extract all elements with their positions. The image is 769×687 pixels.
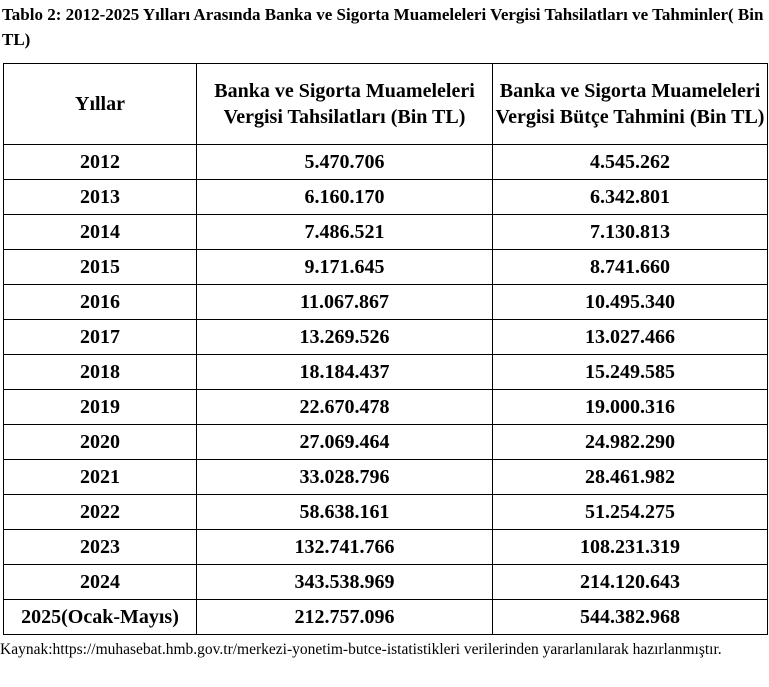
table-row — [4, 495, 768, 530]
cell-estimate: 15.249.585 — [493, 355, 768, 390]
cell-collection: 6.160.170 — [197, 180, 493, 215]
cell-estimate: 7.130.813 — [493, 215, 768, 250]
cell-collection: 212.757.096 — [197, 600, 493, 635]
header-years: Yıllar — [4, 64, 197, 145]
cell-year: 2012 — [4, 145, 197, 180]
cell-year: 2014 — [4, 215, 197, 250]
cell-estimate: 51.254.275 — [493, 495, 768, 530]
cell-collection: 7.486.521 — [197, 215, 493, 250]
cell-collection: 33.028.796 — [197, 460, 493, 495]
cell-year: 2013 — [4, 180, 197, 215]
source-note: Kaynak:https://muhasebat.hmb.gov.tr/merkezi-yonetim-butce-istatistikleri verilerinden yararlanılarak hazırlanmıştır. — [0, 641, 722, 658]
cell-collection: 5.470.706 — [197, 145, 493, 180]
cell-year: 2024 — [4, 565, 197, 600]
cell-year: 2021 — [4, 460, 197, 495]
cell-estimate: 24.982.290 — [493, 425, 768, 460]
table-row — [4, 390, 768, 425]
cell-estimate: 28.461.982 — [493, 460, 768, 495]
cell-collection: 9.171.645 — [197, 250, 493, 285]
cell-estimate: 13.027.466 — [493, 320, 768, 355]
table-row — [4, 425, 768, 460]
cell-collection: 22.670.478 — [197, 390, 493, 425]
table-row — [4, 530, 768, 565]
cell-collection: 18.184.437 — [197, 355, 493, 390]
header-collections: Banka ve Sigorta Muameleleri Vergisi Tahsilatları (Bin TL) — [197, 64, 493, 145]
table-row — [4, 600, 768, 635]
cell-year: 2018 — [4, 355, 197, 390]
cell-collection: 132.741.766 — [197, 530, 493, 565]
cell-year: 2022 — [4, 495, 197, 530]
table-row — [4, 565, 768, 600]
cell-estimate: 4.545.262 — [493, 145, 768, 180]
table-row — [4, 145, 768, 180]
cell-collection: 11.067.867 — [197, 285, 493, 320]
table-body — [4, 145, 768, 635]
cell-year: 2023 — [4, 530, 197, 565]
cell-year: 2020 — [4, 425, 197, 460]
cell-estimate: 108.231.319 — [493, 530, 768, 565]
cell-year: 2016 — [4, 285, 197, 320]
cell-estimate: 10.495.340 — [493, 285, 768, 320]
table-header-row — [4, 64, 768, 145]
table-row — [4, 320, 768, 355]
cell-estimate: 6.342.801 — [493, 180, 768, 215]
cell-estimate: 214.120.643 — [493, 565, 768, 600]
table-row — [4, 460, 768, 495]
cell-estimate: 8.741.660 — [493, 250, 768, 285]
cell-year: 2015 — [4, 250, 197, 285]
tax-collection-table — [3, 63, 768, 635]
table-row — [4, 180, 768, 215]
cell-estimate: 544.382.968 — [493, 600, 768, 635]
cell-estimate: 19.000.316 — [493, 390, 768, 425]
table-title: Tablo 2: 2012-2025 Yılları Arasında Banka ve Sigorta Muameleleri Vergisi Tahsilatları ve Tahminler( Bin TL) — [2, 5, 764, 49]
cell-year: 2025(Ocak-Mayıs) — [4, 600, 197, 635]
table-row — [4, 215, 768, 250]
cell-collection: 58.638.161 — [197, 495, 493, 530]
header-budget-estimate: Banka ve Sigorta Muameleleri Vergisi Bütçe Tahmini (Bin TL) — [493, 64, 768, 145]
cell-collection: 13.269.526 — [197, 320, 493, 355]
table-row — [4, 285, 768, 320]
cell-collection: 27.069.464 — [197, 425, 493, 460]
cell-collection: 343.538.969 — [197, 565, 493, 600]
cell-year: 2019 — [4, 390, 197, 425]
table-row — [4, 355, 768, 390]
cell-year: 2017 — [4, 320, 197, 355]
table-row — [4, 250, 768, 285]
